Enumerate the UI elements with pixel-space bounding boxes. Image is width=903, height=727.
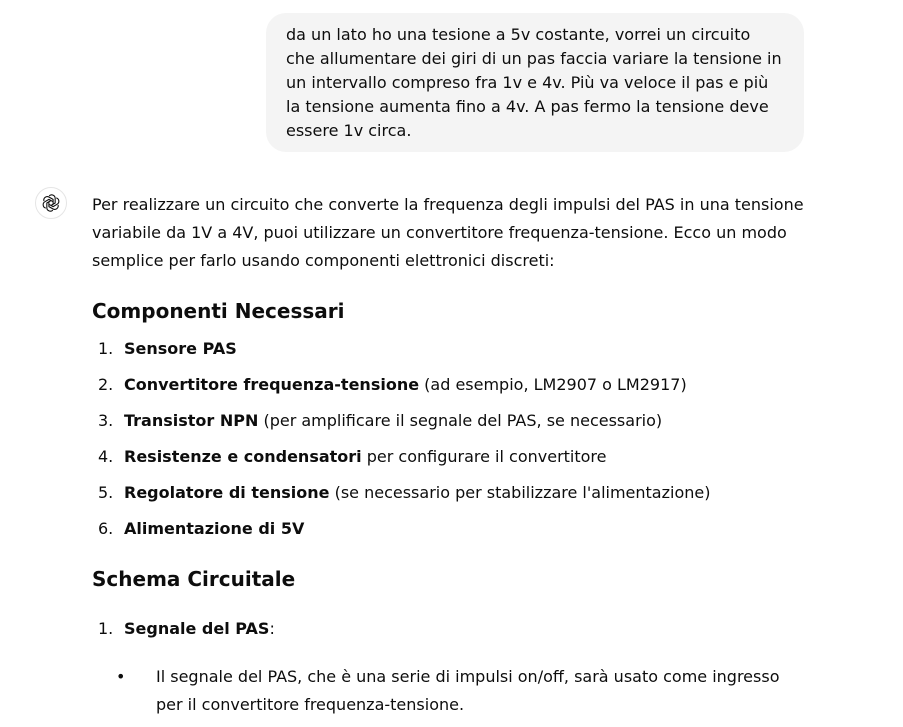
user-message-line: essere 1v circa. <box>286 121 412 140</box>
list-item-bold: Regolatore di tensione <box>124 483 330 502</box>
list-number: 1. <box>98 619 114 638</box>
list-item-bold: Sensore PAS <box>124 339 237 358</box>
list-number: 5. <box>98 483 114 502</box>
user-message-bubble <box>266 13 804 152</box>
bullet-item <box>116 663 780 719</box>
list-item-text: : <box>269 619 275 638</box>
list-item-bold: Resistenze e condensatori <box>124 447 362 466</box>
list-item-text: per configurare il convertitore <box>361 447 607 466</box>
bullet-dot: • <box>116 667 126 686</box>
intro-line: Per realizzare un circuito che converte la frequenza degli impulsi del PAS in una tensione <box>92 195 804 214</box>
list-number: 6. <box>98 519 114 538</box>
intro-line: semplice per farlo usando componenti elettronici discreti: <box>92 251 555 270</box>
assistant-message <box>92 191 812 714</box>
user-message-line: che allumentare dei giri di un pas faccia variare la tensione in <box>286 49 782 68</box>
user-message-line: da un lato ho una tesione a 5v costante, vorrei un circuito <box>286 25 751 44</box>
list-item-bold: Transistor NPN <box>124 411 259 430</box>
user-message-line: la tensione aumenta fino a 4v. A pas fermo la tensione deve <box>286 97 769 116</box>
intro-paragraph <box>92 191 812 275</box>
bullet-line: Il segnale del PAS, che è una serie di impulsi on/off, sarà usato come ingresso <box>156 667 780 686</box>
openai-logo-icon <box>41 193 61 213</box>
list-number: 1. <box>98 339 114 358</box>
schema-heading: Schema Circuitale <box>92 567 296 591</box>
intro-line: variabile da 1V a 4V, puoi utilizzare un convertitore frequenza-tensione. Ecco un modo <box>92 223 787 242</box>
list-item-bold: Segnale del PAS <box>124 619 270 638</box>
bullet-line: per il convertitore frequenza-tensione. <box>156 695 465 714</box>
list-item-text: (ad esempio, LM2907 o LM2917) <box>419 375 687 394</box>
assistant-avatar <box>35 187 67 219</box>
user-message-line: un intervallo compreso fra 1v e 4v. Più va veloce il pas e più <box>286 73 769 92</box>
list-number: 2. <box>98 375 114 394</box>
components-heading: Componenti Necessari <box>92 299 345 323</box>
list-item-text: (per amplificare il segnale del PAS, se necessario) <box>258 411 663 430</box>
list-item-text: (se necessario per stabilizzare l'alimentazione) <box>329 483 711 502</box>
schema-bullet-list <box>116 663 780 719</box>
list-item-bold: Convertitore frequenza-tensione <box>124 375 420 394</box>
list-number: 3. <box>98 411 114 430</box>
list-item-bold: Alimentazione di 5V <box>124 519 305 538</box>
list-number: 4. <box>98 447 114 466</box>
